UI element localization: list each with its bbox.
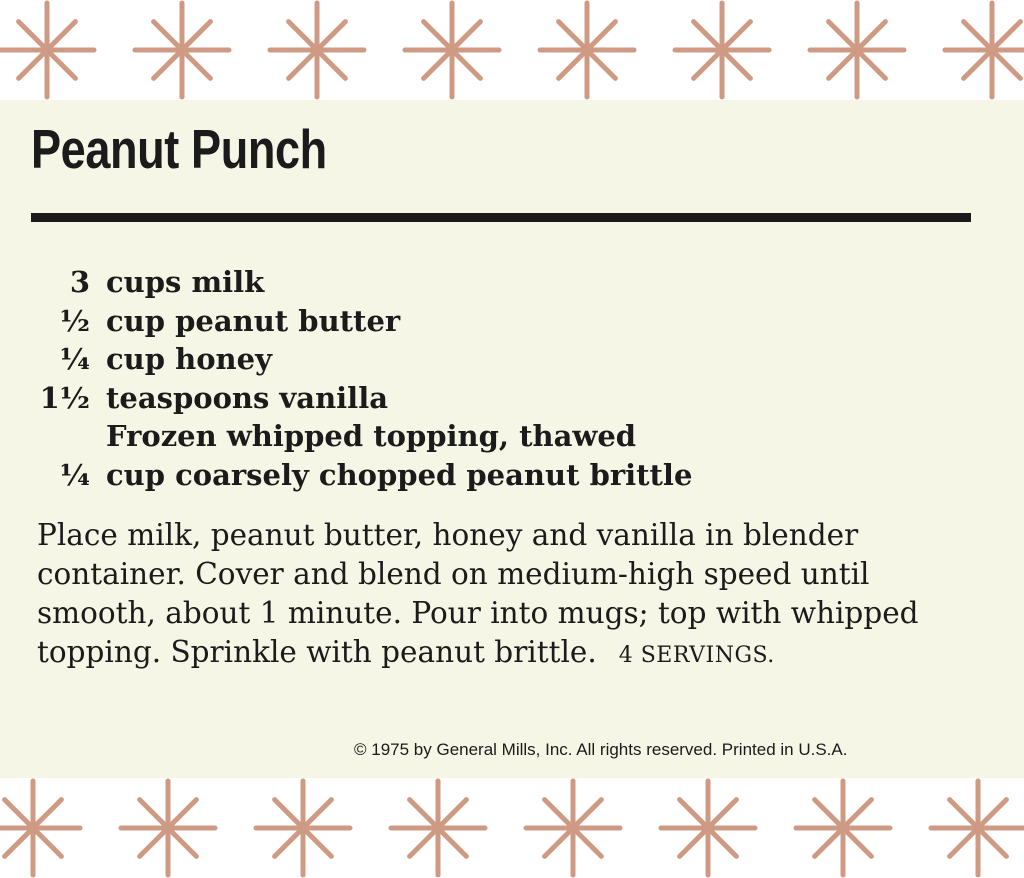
servings-label: 4 SERVINGS. [618,643,775,668]
ingredient-quantity: 3 [69,265,90,299]
asterisk-star-icon [945,3,1024,97]
star-border-graphic [0,778,1024,878]
asterisk-star-icon [121,781,215,875]
asterisk-star-icon [270,3,364,97]
star-border-graphic [0,0,1024,100]
title-rule [31,213,971,222]
bottom-star-border [0,778,1024,878]
recipe-title: Peanut Punch [31,118,327,180]
ingredient-item [0,302,1024,341]
asterisk-star-icon [391,781,485,875]
asterisk-star-icon [540,3,634,97]
asterisk-star-icon [0,781,80,875]
ingredient-item [0,340,1024,379]
asterisk-star-icon [675,3,769,97]
top-star-border [0,0,1024,100]
ingredient-list [0,263,1024,494]
ingredient-item [0,456,1024,495]
ingredient-item [0,417,1024,456]
asterisk-star-icon [661,781,755,875]
asterisk-star-icon [405,3,499,97]
method-text: Place milk, peanut butter, honey and vanilla in blender container. Cover and blend on medium-high speed until smooth, about 1 minute. Pour into mugs; top with whipped topping. Sprinkle with peanut brittle. [37,518,919,669]
ingredient-item [0,379,1024,418]
asterisk-star-icon [135,3,229,97]
ingredient-name: cup coarsely chopped peanut brittle [106,457,693,492]
ingredient-name: Frozen whipped topping, thawed [106,419,637,453]
asterisk-star-icon [0,3,94,97]
asterisk-star-icon [931,781,1024,875]
ingredient-quantity: ¼ [59,457,90,492]
ingredient-name: cups milk [106,265,265,299]
asterisk-star-icon [526,781,620,875]
ingredient-name: teaspoons vanilla [106,380,388,415]
asterisk-star-icon [810,3,904,97]
ingredient-name: cup peanut butter [106,303,401,338]
asterisk-star-icon [796,781,890,875]
ingredient-quantity: ¼ [59,342,90,376]
ingredient-quantity: 1½ [39,380,90,415]
copyright-notice: © 1975 by General Mills, Inc. All rights reserved. Printed in U.S.A. [354,740,848,759]
asterisk-star-icon [256,781,350,875]
ingredient-name: cup honey [106,342,272,376]
ingredient-item [0,263,1024,302]
ingredient-quantity: ½ [59,303,90,338]
recipe-method [37,516,987,675]
